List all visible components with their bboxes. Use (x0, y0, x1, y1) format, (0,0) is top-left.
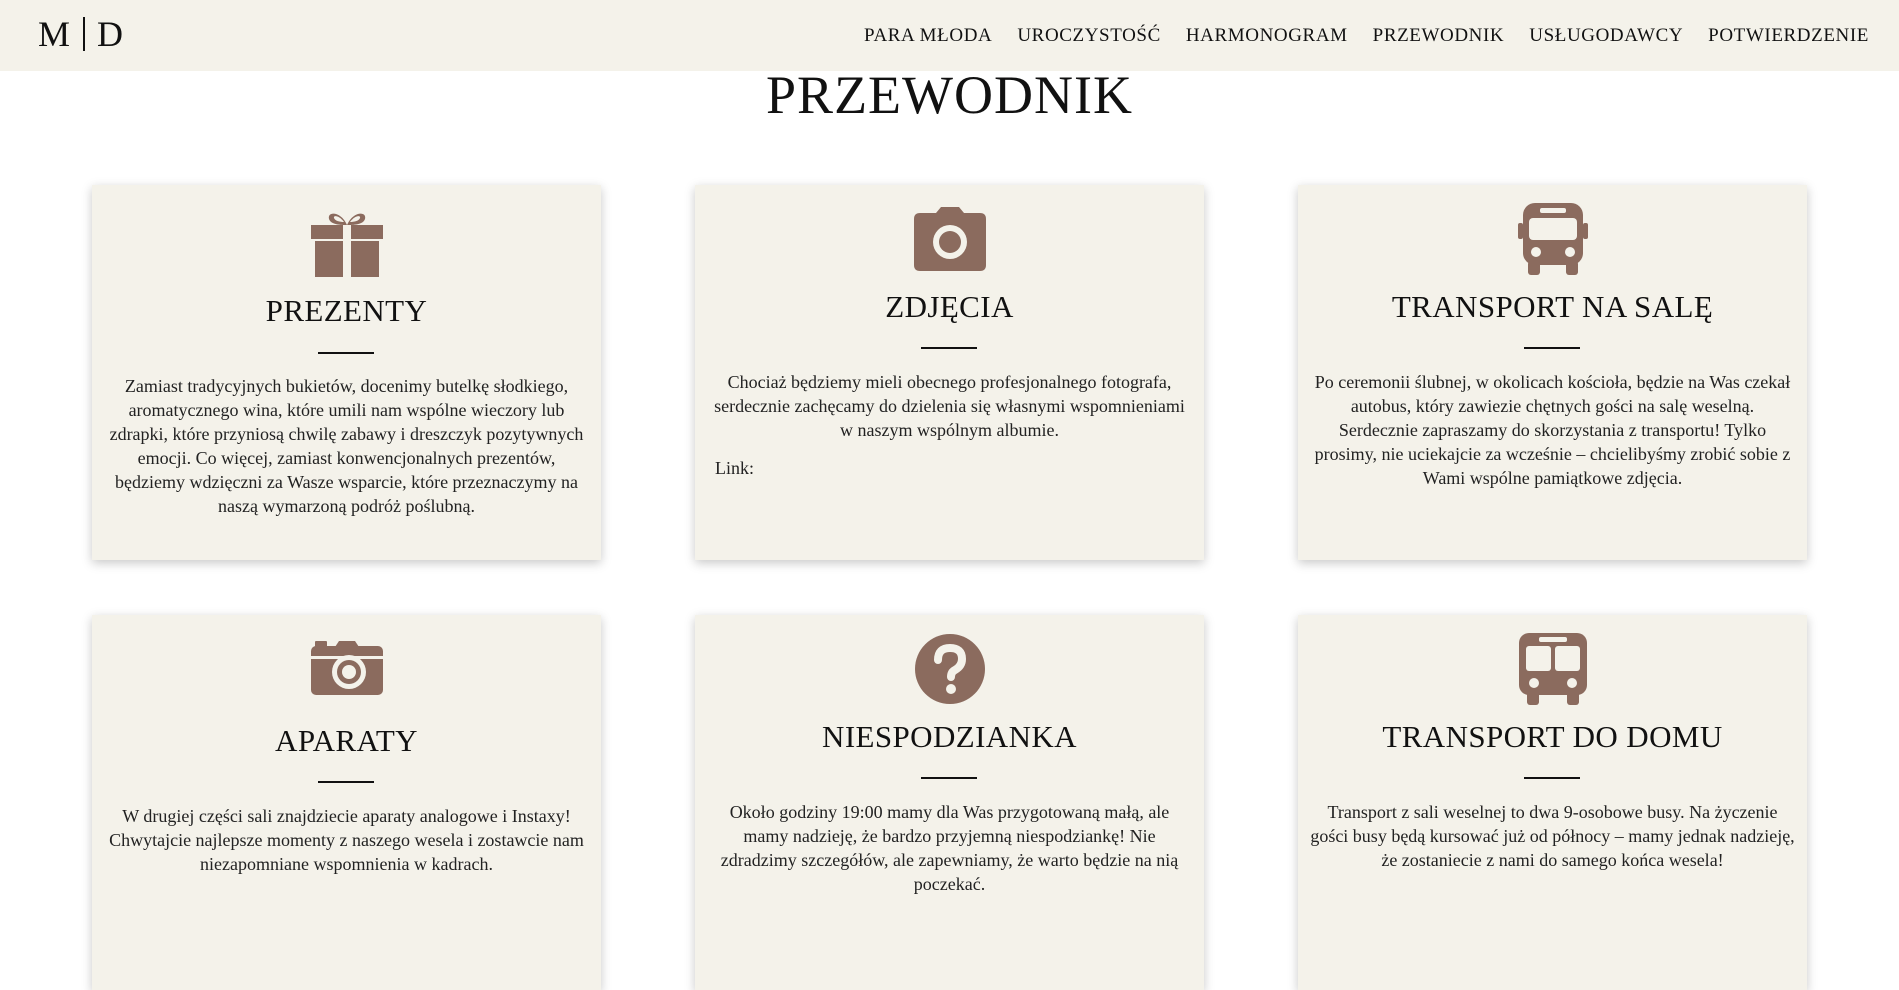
top-navigation-bar (0, 0, 1899, 71)
card-text: Zamiast tradycyjnych bukietów, docenimy butelkę słodkiego, aromatycznego wina, które umili nam wspólne wieczory lub zdrapki, które przyniosą chwilę zabawy i dreszczyk pozytywnych emocji. Co więcej, zamiast konwencjonalnych prezentów, będziemy wdzięczni za Wasze wsparcie, które przeznaczymy na naszą wymarzoną podróż poślubną. (109, 376, 584, 516)
card-text: Około godziny 19:00 mamy dla Was przygotowaną małą, ale mamy nadzieję, że bardzo przyjemną niespodziankę! Nie zdradzimy szczegółów, ale zapewniamy, że warto będzie na nią poczekać. (720, 802, 1179, 894)
album-link[interactable]: Link: (715, 458, 754, 478)
main-nav (864, 0, 1869, 71)
nav-link-para-mloda[interactable]: PARA MŁODA (864, 24, 993, 46)
title-divider (1524, 777, 1580, 779)
bus-front-icon (1298, 633, 1807, 705)
card-niespodzianka (695, 615, 1204, 990)
card-text: Po ceremonii ślubnej, w okolicach kościoła, będzie na Was czekał autobus, który zawiezie chętnych gości na salę weselną. Serdecznie zapraszamy do skorzystania z transportu! Tylko prosimy, nie uciekajcie za wcześnie – chcielibyśmy zrobić sobie z Wami wspólne pamiątkowe zdjęcia. (1314, 372, 1791, 488)
question-circle-icon (695, 634, 1204, 704)
card-transport-na-sale (1298, 185, 1807, 560)
nav-link-harmonogram[interactable]: HARMONOGRAM (1185, 24, 1348, 46)
card-title: NIESPODZIANKA (822, 719, 1077, 754)
card-text: Transport z sali weselnej to dwa 9-osobowe busy. Na życzenie gości busy będą kursować już od północy – mamy jednak nadzieję, że zostaniecie z nami do samego końca wesela! (1310, 802, 1795, 870)
title-divider (921, 777, 977, 779)
nav-link-uslugodawcy[interactable]: USŁUGODAWCY (1529, 24, 1684, 46)
card-zdjecia (695, 185, 1204, 560)
nav-link-uroczystosc[interactable]: UROCZYSTOŚĆ (1017, 24, 1161, 46)
nav-link-potwierdzenie[interactable]: POTWIERDZENIE (1708, 24, 1869, 46)
nav-link-przewodnik[interactable]: PRZEWODNIK (1372, 24, 1505, 46)
logo-divider (83, 17, 85, 51)
card-title: PREZENTY (265, 293, 428, 328)
camera-icon (695, 207, 1204, 271)
title-divider (318, 352, 374, 354)
page-title: PRZEWODNIK (766, 65, 1133, 125)
card-text: Chociaż będziemy mieli obecnego profesjonalnego fotografa, serdecznie zachęcamy do dzielenia się własnymi wspomnieniami w naszym wspólnym albumie. (714, 372, 1185, 440)
card-title: ZDJĘCIA (885, 289, 1014, 324)
card-prezenty (92, 185, 601, 560)
gift-icon (92, 205, 601, 277)
card-title: APARATY (275, 723, 418, 758)
title-divider (318, 781, 374, 783)
card-title: TRANSPORT NA SALĘ (1391, 289, 1714, 324)
card-text: W drugiej części sali znajdziecie aparaty analogowe i Instaxy! Chwytajcie najlepsze momenty z naszego wesela i zostawcie nam niezapomniane wspomnienia w kadrach. (109, 806, 584, 874)
site-logo[interactable] (38, 14, 124, 54)
card-aparaty (92, 615, 601, 990)
title-divider (1524, 347, 1580, 349)
retro-camera-icon (92, 641, 601, 695)
logo-letter-right: D (97, 14, 125, 54)
card-transport-do-domu (1298, 615, 1807, 990)
bus-icon (1298, 203, 1807, 275)
title-divider (921, 347, 977, 349)
logo-letter-left: M (38, 14, 72, 54)
card-title: TRANSPORT DO DOMU (1382, 719, 1723, 754)
